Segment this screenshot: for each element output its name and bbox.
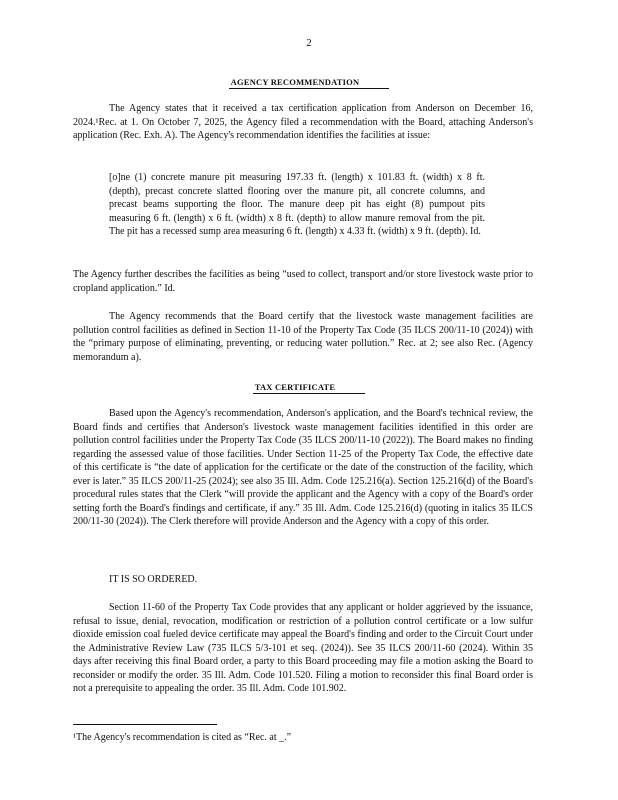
paragraph-agency-receipt: The Agency states that it received a tax certification application from Anderson on December 16, 2024.¹Rec. at 1. On October 7, 2025, the Agency filed a recommendation with the Board, attaching Anderson's application (Rec. Exh. A). The Agency's recommendation identifies the facilities at issue: (73, 103, 533, 141)
footnote-divider (73, 724, 217, 725)
heading-text: TAX CERTIFICATE (253, 382, 366, 394)
page-number: 2 (306, 37, 312, 49)
paragraph-appeal-rights: Section 11-60 of the Property Tax Code provides that any applicant or holder aggrieved by the issuance, refusal to issue, denial, revocation, modification or restriction of a pollution control certificate or a low sulfur dioxide emission coal fueled device certificate may appeal the Board's finding and order to the Circuit Court under the Administrative Review Law (735 ILCS 5/3-101 et seq. (2024)). See 35 ILCS 200/11-60 (2024). Within 35 days after receiving this final Board order, a party to this Board proceeding may file a motion asking the Board to reconsider or modify the order. 35 Ill. Adm. Code 101.520. Filing a motion to reconsider this final Board order is not a prerequisite to appealing the order. 35 Ill. Adm. Code 101.902. (73, 602, 533, 694)
agency-recommendation-heading (0, 76, 618, 90)
footnote: ¹The Agency's recommendation is cited as “Rec. at _.” (73, 732, 292, 743)
block-quote-facility-description: [o]ne (1) concrete manure pit measuring 197.33 ft. (length) x 101.83 ft. (width) x 8 ft. (depth), precast concrete slatted flooring over the manure pit, all concrete columns, and precast beams supporting the floor. The manure deep pit has eight (8) pumpout pits measuring 6 ft. (length) x 6 ft. (width) x 8 ft. (depth) to allow manure removal from the pit. The pit has a recessed sump area measuring 6 ft. (length) x 4.33 ft. (width) x 9 ft. (depth). Id. (109, 172, 485, 237)
heading-text: AGENCY RECOMMENDATION (229, 77, 390, 89)
paragraph-agency-recommends: The Agency recommends that the Board certify that the livestock waste management facilities are pollution control facilities as defined in Section 11-10 of the Property Tax Code (35 ILCS 200/11-10 (2024)) with the “primary purpose of eliminating, preventing, or reducing water pollution.” Rec. at 2; see also Rec. (Agency memorandum a). (73, 311, 533, 363)
paragraph-board-findings: Based upon the Agency's recommendation, Anderson's application, and the Board's technical review, the Board finds and certifies that Anderson's livestock waste management facilities identified in this order are pollution control facilities under the Property Tax Code (35 ILCS 200/11-10 (2022)). The Board makes no finding regarding the assessed value of those facilities. Under Section 11-25 of the Property Tax Code, the effective date of this certificate is “the date of application for the certificate or the date of the construction of the facility, which ever is later.” 35 ILCS 200/11-25 (2024); see also 35 Ill. Adm. Code 125.216(a). Section 125.216(d) of the Board's procedural rules states that the Clerk “will provide the applicant and the Agency with a copy of the Board's order setting forth the Board's findings and certificate, if any.” 35 Ill. Adm. Code 125.216(d) (quoting in italics 35 ILCS 200/11-30 (2024)). The Clerk therefore will provide Anderson and the Agency with a copy of this order. (73, 408, 533, 527)
paragraph-facility-use: The Agency further describes the facilities as being “used to collect, transport and/or store livestock waste prior to cropland application.” Id. (73, 269, 533, 294)
tax-certificate-heading (0, 381, 618, 395)
so-ordered-statement: IT IS SO ORDERED. (109, 574, 198, 585)
